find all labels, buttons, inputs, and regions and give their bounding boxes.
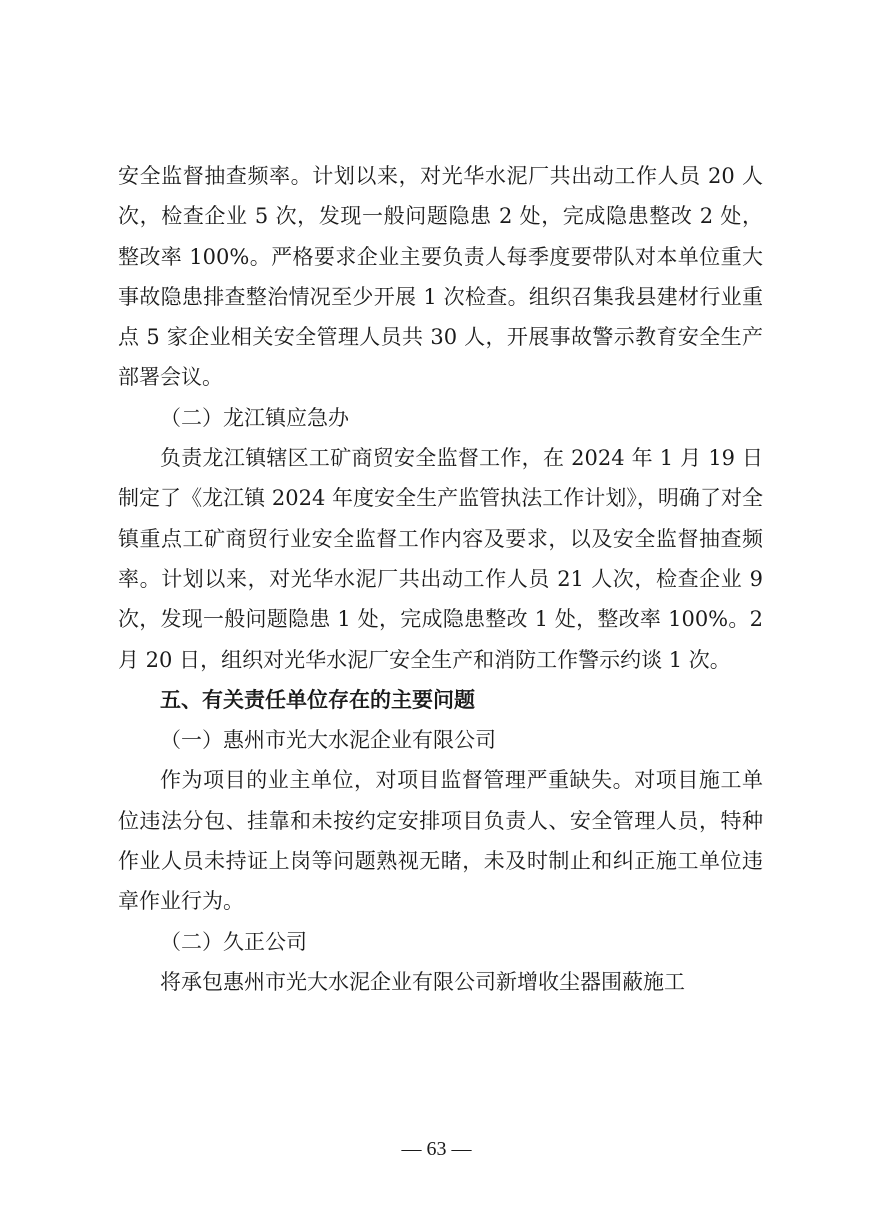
document-body: [118, 156, 763, 1002]
page-number: — 63 —: [401, 1138, 472, 1160]
subheading-jiuzheng-company: （二）久正公司: [160, 929, 307, 954]
subheading-longjiang-office: （二）龙江镇应急办: [160, 405, 349, 430]
paragraph-3: 作为项目的业主单位，对项目监督管理严重缺失。对项目施工单位违法分包、挂靠和未按约定安排项目负责人、安全管理人员，特种作业人员未持证上岗等问题熟视无睹，未及时制止和纠正施工单位违章作业行为。: [118, 768, 763, 914]
section-heading-main-problems: 五、有关责任单位存在的主要问题: [160, 687, 475, 712]
paragraph-2: 负责龙江镇辖区工矿商贸安全监督工作，在 2024 年 1 月 19 日制定了《龙江镇 2024 年度安全生产监管执法工作计划》，明确了对全镇重点工矿商贸行业安全监督工作内容及要求，以及安全监督抽查频率。计划以来，对光华水泥厂共出动工作人员 21 人次，检查企业 9 次，发现一般问题隐患 1 处，完成隐患整改 1 处，整改率 100%。2 月 20 日，组织对光华水泥厂安全生产和消防工作警示约谈 1 次。: [118, 446, 763, 672]
paragraph-1: 安全监督抽查频率。计划以来，对光华水泥厂共出动工作人员 20 人次，检查企业 5 次，发现一般问题隐患 2 处，完成隐患整改 2 处，整改率 100%。严格要求企业主要负责人每季度要带队对本单位重大事故隐患排查整治情况至少开展 1 次检查。组织召集我县建材行业重点 5 家企业相关安全管理人员共 30 人，开展事故警示教育安全生产部署会议。: [118, 164, 763, 390]
subheading-guangda-cement: （一）惠州市光大水泥企业有限公司: [160, 728, 496, 753]
paragraph-4: 将承包惠州市光大水泥企业有限公司新增收尘器围蔽施工: [160, 969, 685, 994]
